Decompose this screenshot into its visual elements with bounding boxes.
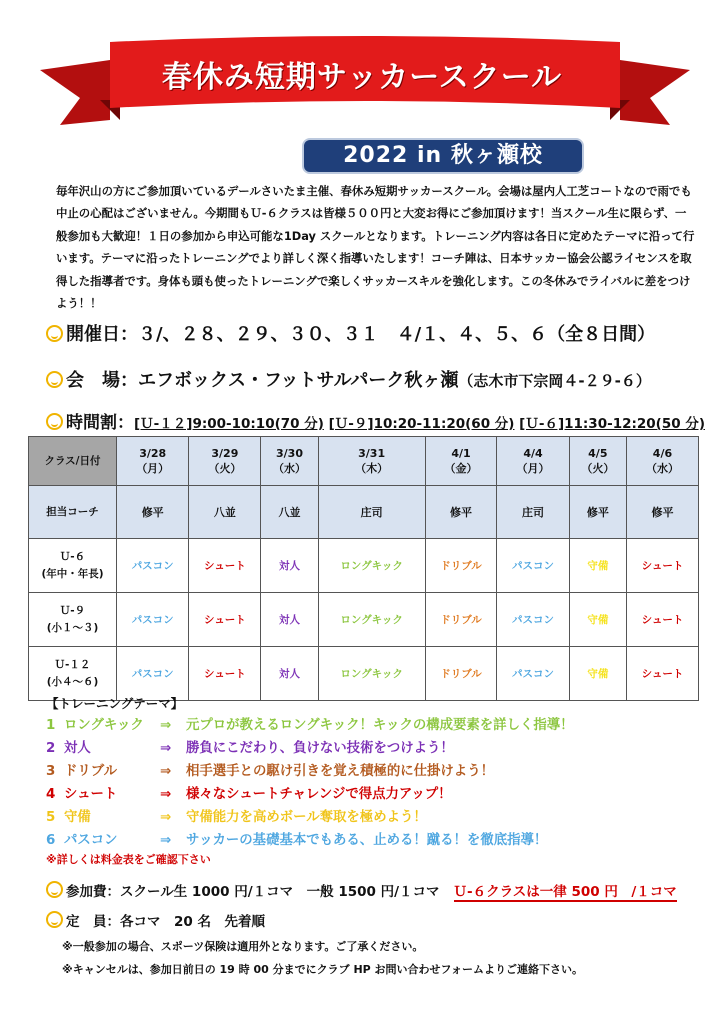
venue-label: 会 場： — [66, 370, 138, 391]
schedule-table — [28, 436, 699, 701]
time-label: 時間割： — [66, 413, 134, 433]
coach-label: 担当コーチ — [29, 486, 117, 539]
arrow-icon: ⇒ — [160, 764, 172, 779]
training-title: 【トレーニングテーマ】 — [46, 696, 184, 711]
theme-cell: パスコン — [117, 539, 189, 593]
theme-cell: パスコン — [497, 593, 569, 647]
coach-cell: 修平 — [569, 486, 626, 539]
coach-cell: 修平 — [626, 486, 698, 539]
item-name: ロングキック — [64, 718, 144, 733]
date-cell — [569, 437, 626, 486]
date: 4/1 — [451, 446, 471, 460]
theme-cell: ドリブル — [425, 647, 497, 701]
venue-address: （志木市下宗岡４-２９-６） — [458, 372, 651, 390]
arrow-icon: ⇒ — [160, 741, 172, 756]
theme-cell: パスコン — [117, 647, 189, 701]
slot-u6: [Ｕ-６]11:30-12:20(50 分) — [519, 416, 705, 432]
fee-text: スクール生 1000 円/１コマ 一般 1500 円/１コマ — [120, 884, 440, 900]
training-item — [46, 714, 574, 733]
theme-cell: 対人 — [261, 593, 318, 647]
coach-cell: 修平 — [425, 486, 497, 539]
item-number: 1 — [46, 718, 56, 733]
dates-label: 開催日： — [66, 324, 138, 345]
capacity-label: 定 員： — [66, 914, 120, 930]
theme-cell: ロングキック — [318, 539, 425, 593]
theme-cell: ロングキック — [318, 647, 425, 701]
dates-value: ３/、２８、２９、３０、３１ ４/１、４、５、６（全８日間） — [138, 324, 656, 345]
smile-icon — [46, 911, 63, 928]
fee-label: 参加費： — [66, 884, 120, 900]
page-title: 春休み短期サッカースクール — [161, 60, 563, 95]
theme-cell: 対人 — [261, 539, 318, 593]
item-number: 3 — [46, 764, 56, 779]
item-number: 2 — [46, 741, 56, 756]
slot-u9: [Ｕ-９]10:20-11:20(60 分) — [328, 416, 515, 432]
coach-cell: 八並 — [261, 486, 318, 539]
theme-cell: シュート — [189, 647, 261, 701]
date-cell — [318, 437, 425, 486]
footnote-insurance: ※一般参加の場合、スポーツ保険は適用外となります。ご了承ください。 — [62, 940, 424, 953]
date: 4/5 — [588, 446, 608, 460]
theme-cell: シュート — [189, 593, 261, 647]
theme-cell: シュート — [626, 593, 698, 647]
smile-icon — [46, 371, 63, 388]
theme-cell: シュート — [626, 647, 698, 701]
theme-cell: 守備 — [569, 647, 626, 701]
date-header-row — [29, 437, 699, 486]
training-item — [46, 760, 494, 779]
item-description: 勝負にこだわり、負けない技術をつけよう！ — [186, 741, 454, 756]
class-name: Ｕ-６ — [59, 550, 86, 563]
weekday: （月） — [516, 461, 550, 475]
class-grade: (小４～６) — [46, 675, 99, 688]
arrow-icon: ⇒ — [160, 833, 172, 848]
weekday: （火） — [581, 461, 615, 475]
theme-cell: シュート — [189, 539, 261, 593]
arrow-icon: ⇒ — [160, 810, 172, 825]
footnote-cancel: ※キャンセルは、参加日前日の 19 時 00 分までにクラブ HP お問い合わせフォームよりご連絡下さい。 — [62, 963, 584, 976]
item-name: シュート — [64, 787, 118, 802]
corner-cell: クラス/日付 — [29, 437, 117, 486]
date-cell — [189, 437, 261, 486]
subtitle-badge: 2022 in 秋ヶ瀬校 — [302, 138, 584, 174]
weekday: （月） — [136, 461, 170, 475]
capacity-text: 各コマ 20 名 先着順 — [120, 914, 265, 930]
training-item — [46, 829, 547, 848]
coach-cell: 庄司 — [497, 486, 569, 539]
training-item — [46, 783, 452, 802]
item-number: 6 — [46, 833, 56, 848]
date-cell — [497, 437, 569, 486]
intro-paragraph: 毎年沢山の方にご参加頂いているデールさいたま主催、春休み短期サッカースクール。会場は屋内人工芝コートなので雨でも中止の心配はございません。今期間もＵ-６クラスは皆様５００円と大変お得にご参加頂けます！当スクール生に限らず、一般参加も大歓迎！１日の参加から申込可能な1Day スクールとなります。トレーニング内容は各日に定めたテーマに沿って行います。テーマに沿ったトレーニングでより詳しく深く指導いたします！コーチ陣は、日本サッカー協会公認ライセンスを取得した指導者です。身体も頭も使ったトレーニングで楽しくサッカースキルを強化します。この冬休みでライバルに差をつけよう！！ — [56, 184, 695, 311]
date-cell — [626, 437, 698, 486]
theme-cell: パスコン — [497, 539, 569, 593]
training-item — [46, 806, 427, 825]
class-row — [29, 539, 699, 593]
date: 4/6 — [652, 446, 673, 460]
item-description: 元プロが教えるロングキック！キックの構成要素を詳しく指導！ — [186, 718, 574, 733]
arrow-icon: ⇒ — [160, 787, 172, 802]
venue-line — [46, 366, 651, 392]
date: 4/4 — [523, 446, 543, 460]
smile-icon — [46, 325, 63, 342]
timetable-line — [46, 408, 705, 433]
class-grade: (小１～３) — [46, 621, 99, 634]
theme-cell: 守備 — [569, 539, 626, 593]
weekday: （木） — [355, 461, 389, 475]
venue-value: エフボックス・フットサルパーク秋ヶ瀬 — [138, 370, 459, 391]
coach-row — [29, 486, 699, 539]
fee-line — [46, 880, 677, 900]
theme-cell: ロングキック — [318, 593, 425, 647]
class-name: Ｕ-１２ — [54, 658, 91, 671]
class-grade: (年中・年長) — [41, 567, 104, 580]
item-name: 対人 — [64, 741, 91, 756]
smile-icon — [46, 881, 63, 898]
u6-fee: Ｕ-６クラスは一律 500 円 /１コマ — [453, 884, 677, 900]
training-item — [46, 737, 454, 756]
date-cell — [117, 437, 189, 486]
coach-cell: 八並 — [189, 486, 261, 539]
weekday: （火） — [208, 461, 242, 475]
class-row — [29, 647, 699, 701]
theme-cell: 対人 — [261, 647, 318, 701]
weekday: （水） — [645, 461, 679, 475]
class-row — [29, 593, 699, 647]
item-description: 様々なシュートチャレンジで得点力アップ！ — [186, 787, 452, 802]
class-label — [29, 647, 117, 701]
item-name: ドリブル — [64, 764, 118, 779]
date: 3/29 — [211, 446, 239, 460]
item-description: サッカーの基礎基本でもある、止める！蹴る！を徹底指導！ — [186, 833, 548, 848]
weekday: （金） — [444, 461, 478, 475]
item-name: 守備 — [64, 810, 91, 825]
theme-cell: 守備 — [569, 593, 626, 647]
theme-cell: ドリブル — [425, 539, 497, 593]
date: 3/28 — [139, 446, 167, 460]
class-name: Ｕ-９ — [59, 604, 86, 617]
date: 3/30 — [276, 446, 303, 460]
theme-cell: パスコン — [497, 647, 569, 701]
item-name: パスコン — [64, 833, 118, 848]
item-number: 5 — [46, 810, 56, 825]
weekday: （水） — [273, 461, 307, 475]
arrow-icon: ⇒ — [160, 718, 172, 733]
theme-cell: シュート — [626, 539, 698, 593]
date: 3/31 — [358, 446, 386, 460]
dates-line — [46, 320, 655, 346]
smile-icon — [46, 413, 63, 430]
coach-cell: 庄司 — [318, 486, 425, 539]
coach-cell: 修平 — [117, 486, 189, 539]
fee-note: ※詳しくは料金表をご確認下さい — [46, 853, 211, 866]
class-label — [29, 539, 117, 593]
capacity-line — [46, 910, 265, 930]
item-description: 守備能力を高めボール奪取を極めよう！ — [186, 810, 427, 825]
item-number: 4 — [46, 787, 56, 802]
theme-cell: パスコン — [117, 593, 189, 647]
date-cell — [261, 437, 318, 486]
theme-cell: ドリブル — [425, 593, 497, 647]
item-description: 相手選手との駆け引きを覚え積極的に仕掛けよう！ — [186, 764, 494, 779]
date-cell — [425, 437, 497, 486]
class-label — [29, 593, 117, 647]
slot-u12: [Ｕ-１２]9:00-10:10(70 分) — [134, 416, 324, 432]
